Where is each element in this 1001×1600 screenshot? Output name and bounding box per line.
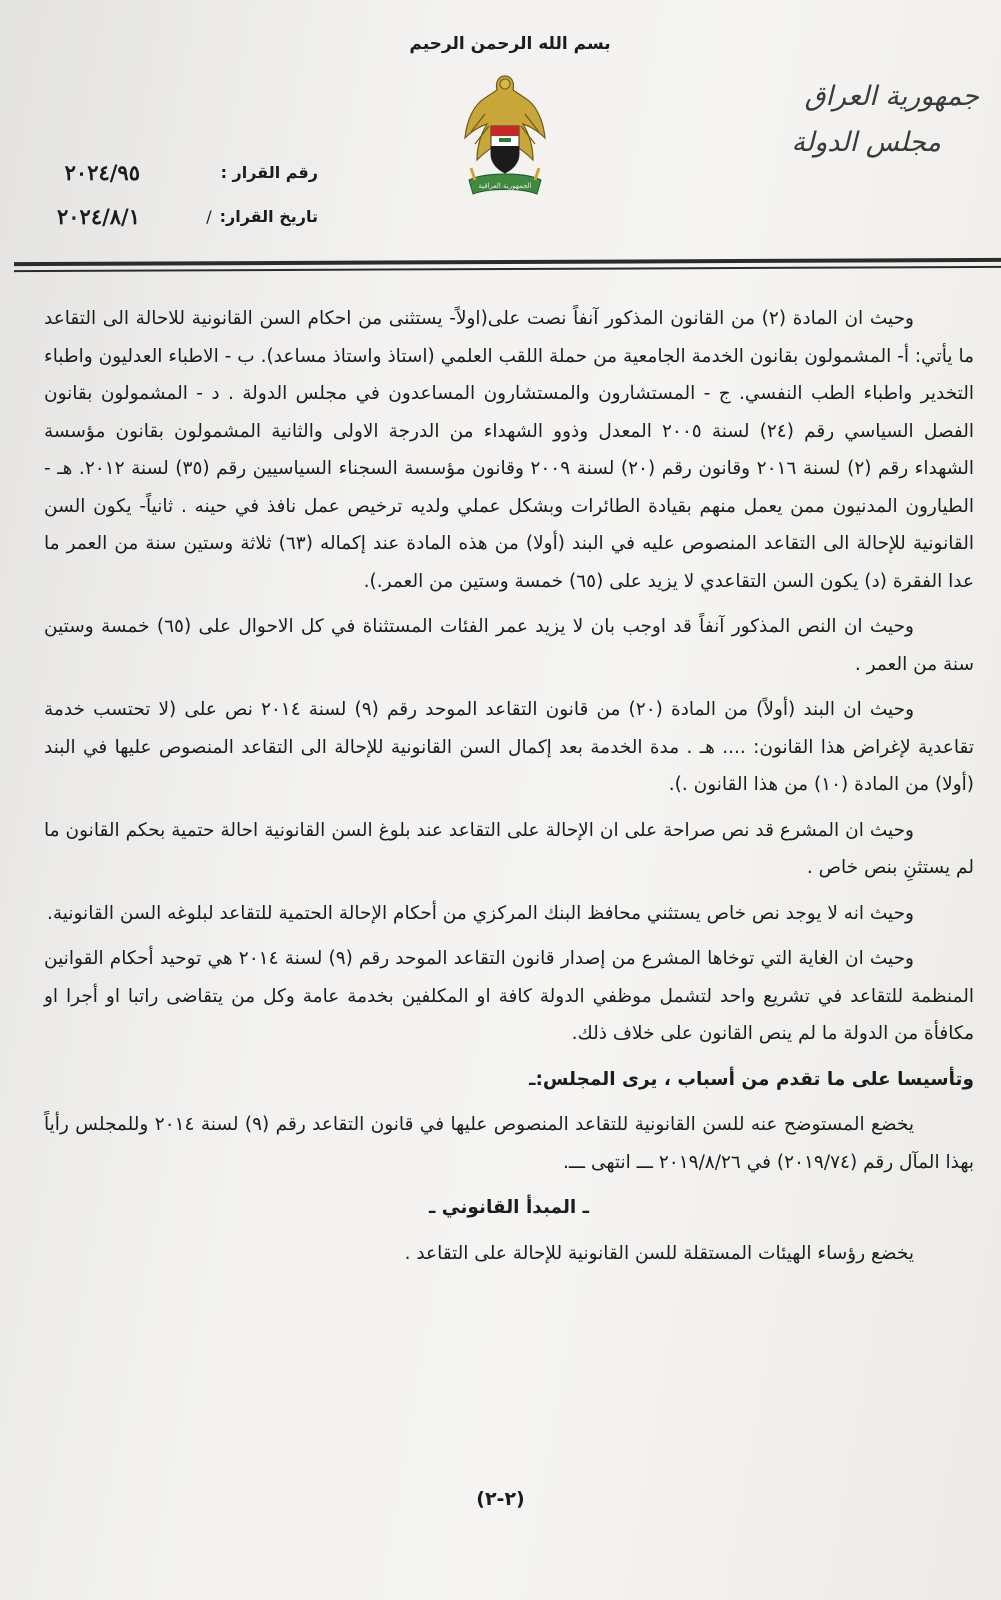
paragraph: وحيث ان المادة (٢) من القانون المذكور آنفاً نصت على(اولاً- يستثنى من احكام السن القانونية للاحالة الى التقاعد ما يأتي: أ- المشمولون بقانون الخدمة الجامعية من حملة اللقب العلمي (استاذ واستاذ مساعد). ب - الاطباء العدليون واطباء التخدير واطباء الطب النفسي. ج - المستشارون والمستشارون المساعدون في مجلس الدولة . د - المشمولون بقانون الفصل السياسي رقم (٢٤) لسنة ٢٠٠٥ المعدل وذوو الشهداء من الدرجة الاولى والثانية المشمولون بقانون مؤسسة الشهداء رقم (٢) لسنة ٢٠١٦ وقانون رقم (٢٠) لسنة ٢٠٠٩ وقانون مؤسسة السجناء السياسيين رقم (٣٥) لسنة ٢٠١٢. هـ - الطيارون المدنيون ممن يعمل منهم بقيادة الطائرات وبشكل عملي ولديه ترخيص عمل نافذ في حينه . ثانياً- يكون السن القانونية للإحالة الى التقاعد المنصوص عليه في البند (أولا) من هذه المادة عند إكماله (٦٣) ثلاثة وستين سنة من العمر ما عدا الفقرة (د) يكون السن التقاعدي لا يزيد على (٦٥) خمسة وستين من العمر.).	[44, 308, 975, 592]
decision-date-row: تاريخ القرار: / ٢٠٢٤/٨/١	[48, 194, 318, 238]
paragraph: وحيث ان البند (أولاً) من المادة (٢٠) من قانون التقاعد الموحد رقم (٩) لسنة ٢٠١٤ نص على (لا تحتسب خدمة تقاعدية لإغراض هذا القانون: .... هـ . مدة الخدمة بعد إكمال السن القانونية للإحالة الى التقاعد المنصوص عليها في البند (أولا) من المادة (١٠) من هذا القانون .).	[44, 699, 974, 795]
paragraph: وحيث انه لا يوجد نص خاص يستثني محافظ البنك المركزي من أحكام الإحالة الحتمية للتقاعد لبلوغه السن القانونية.	[46, 902, 914, 924]
decision-number-row	[48, 150, 318, 194]
header-divider-thin	[14, 266, 1001, 272]
decision-date-label: تاريخ القرار:	[219, 206, 318, 226]
issuer-calligraphy	[754, 74, 979, 166]
decision-number-value: ٢٠٢٤/٩٥	[64, 159, 140, 185]
council-opinion: يخضع المستوضح عنه للسن القانونية للتقاعد المنصوص عليها في قانون التقاعد رقم (٩) لسنة ٢٠١٤ وللمجلس رأياً بهذا المآل رقم (٢٠١٩/٧٤) في ٢٠١٩/٨/٢٦ ـــ انتهى ـــ.	[44, 1114, 974, 1173]
page-number: (٢-٢)	[476, 1488, 525, 1510]
basmala: بسم الله الرحمن الرحيم	[409, 34, 611, 54]
emblem-caption: الجمهورية العراقية	[478, 182, 532, 190]
document-body	[44, 300, 974, 1280]
council-opinion-heading: وتأسيسا على ما تقدم من أسباب ، يرى المجلس:ـ	[529, 1068, 974, 1090]
decision-metadata	[48, 150, 318, 238]
decision-date-value: ٢٠٢٤/٨/١	[56, 203, 140, 229]
legal-principle-text: يخضع رؤساء الهيئات المستقلة للسن القانونية للإحالة على التقاعد .	[404, 1242, 914, 1264]
header-divider	[14, 258, 1001, 266]
letterhead	[0, 0, 1001, 275]
paragraph: وحيث ان الغاية التي توخاها المشرع من إصدار قانون التقاعد الموحد رقم (٩) لسنة ٢٠١٤ هي توحيد أحكام القوانين المنظمة للتقاعد في تشريع واحد لتشمل موظفي الدولة كافة او المكلفين بخدمة عامة وكل من يتقاضى راتبا او أجرا او مكافأة من الدولة ما لم ينص القانون على خلاف ذلك.	[44, 948, 974, 1044]
decision-number-label: رقم القرار :	[220, 162, 318, 182]
calligraphy-council: مجلس الدولة	[791, 127, 941, 158]
calligraphy-republic: جمهورية العراق	[804, 81, 979, 112]
paragraph: وحيث ان النص المذكور آنفاً قد اوجب بان لا يزيد عمر الفئات المستثناة في كل الاحوال على (٦٥) خمسة وستين سنة من العمر .	[44, 616, 974, 675]
paragraph: وحيث ان المشرع قد نص صراحة على ان الإحالة على التقاعد عند بلوغ السن القانونية احالة حتمية بحكم القانون ما لم يستثنِ بنص خاص .	[44, 819, 974, 878]
eagle-emblem-icon	[455, 68, 555, 213]
legal-principle-heading: ـ المبدأ القانوني ـ	[429, 1197, 589, 1218]
